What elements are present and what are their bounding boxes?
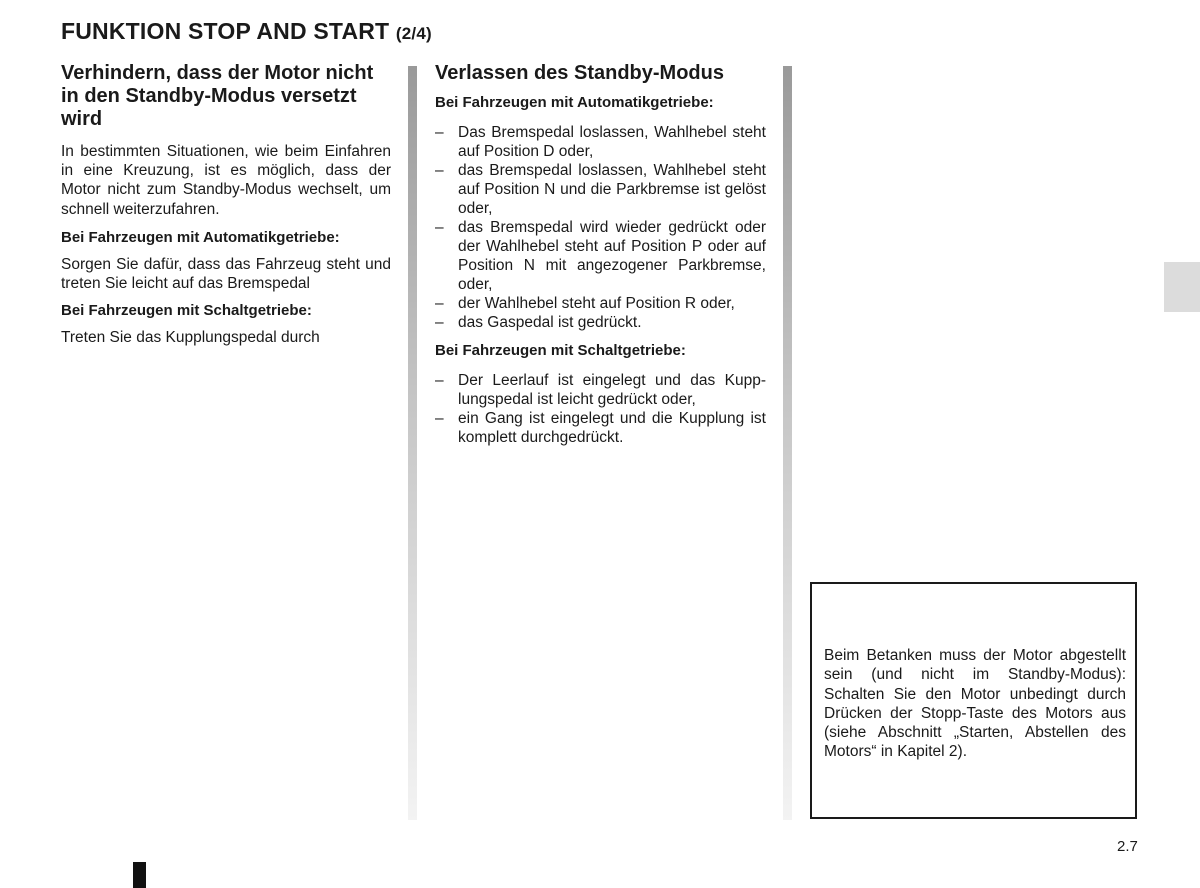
- manual-gearbox-list: [435, 371, 766, 447]
- print-crop-mark: [133, 862, 146, 888]
- list-item: – ein Gang ist eingelegt und die Kupplung ist komplett durchgedrückt.: [435, 409, 766, 447]
- manual-gearbox-heading: Bei Fahrzeugen mit Schaltgetriebe:: [61, 302, 312, 320]
- refueling-note-text: Beim Betanken muss der Motor abgestellt sein (und nicht im Standby-Modus): Schalten Sie den Motor unbedingt durch Drücken der Stopp-Taste des Motors aus (siehe Abschnitt „Starten, Abstellen des Motors“ in Kapitel 2).: [824, 647, 1126, 761]
- title-text: FUNKTION STOP AND START: [61, 18, 390, 44]
- right-column: [435, 62, 766, 447]
- column-separator-left: [408, 66, 417, 820]
- automatic-gearbox-list: [435, 123, 766, 332]
- manual-gearbox-text: Treten Sie das Kupplungspedal durch: [61, 329, 320, 347]
- title-part-indicator: (2/4): [395, 24, 432, 43]
- chapter-tab-marker: [1164, 262, 1200, 312]
- refueling-note-box: [810, 582, 1137, 819]
- section-heading-prevent-standby: Verhindern, dass der Motor nicht in den Standby-Modus versetzt wird: [61, 62, 374, 130]
- automatic-gearbox-heading: Bei Fahrzeugen mit Automatikgetriebe:: [61, 228, 340, 246]
- section-heading-exit-standby: Verlassen des Standby-Modus: [435, 62, 724, 84]
- page-title: [61, 18, 432, 45]
- list-item: – Das Bremspedal loslassen, Wahlhebel steht auf Position D oder,: [435, 123, 766, 161]
- list-item: – Der Leerlauf ist eingelegt und das Kupplungspedal ist leicht gedrückt oder,: [435, 371, 766, 409]
- manual-gearbox-heading: Bei Fahrzeugen mit Schaltgetriebe:: [435, 342, 686, 359]
- left-column: [61, 62, 391, 347]
- list-item: – das Bremspedal wird wieder gedrückt oder der Wahlhebel steht auf Position P oder auf Position N mit angezogener Parkbremse, oder,: [435, 218, 766, 294]
- list-item: – das Gaspedal ist gedrückt.: [435, 313, 766, 332]
- page-number: 2.7: [1117, 838, 1138, 855]
- list-item: – das Bremspedal loslassen, Wahlhebel steht auf Position N und die Parkbremse ist gelöst oder,: [435, 161, 766, 218]
- column-separator-right: [783, 66, 792, 820]
- automatic-gearbox-heading: Bei Fahrzeugen mit Automatikgetriebe:: [435, 94, 714, 111]
- automatic-gearbox-text: Sorgen Sie dafür, dass das Fahrzeug steht und treten Sie leicht auf das Bremspedal: [61, 255, 391, 293]
- list-item: – der Wahlhebel steht auf Position R oder,: [435, 294, 766, 313]
- intro-paragraph: In bestimmten Situationen, wie beim Einfahren in eine Kreuzung, ist es möglich, dass der Motor nicht zum Standby-Modus wechselt, um schnell weiterzufahren.: [61, 143, 391, 218]
